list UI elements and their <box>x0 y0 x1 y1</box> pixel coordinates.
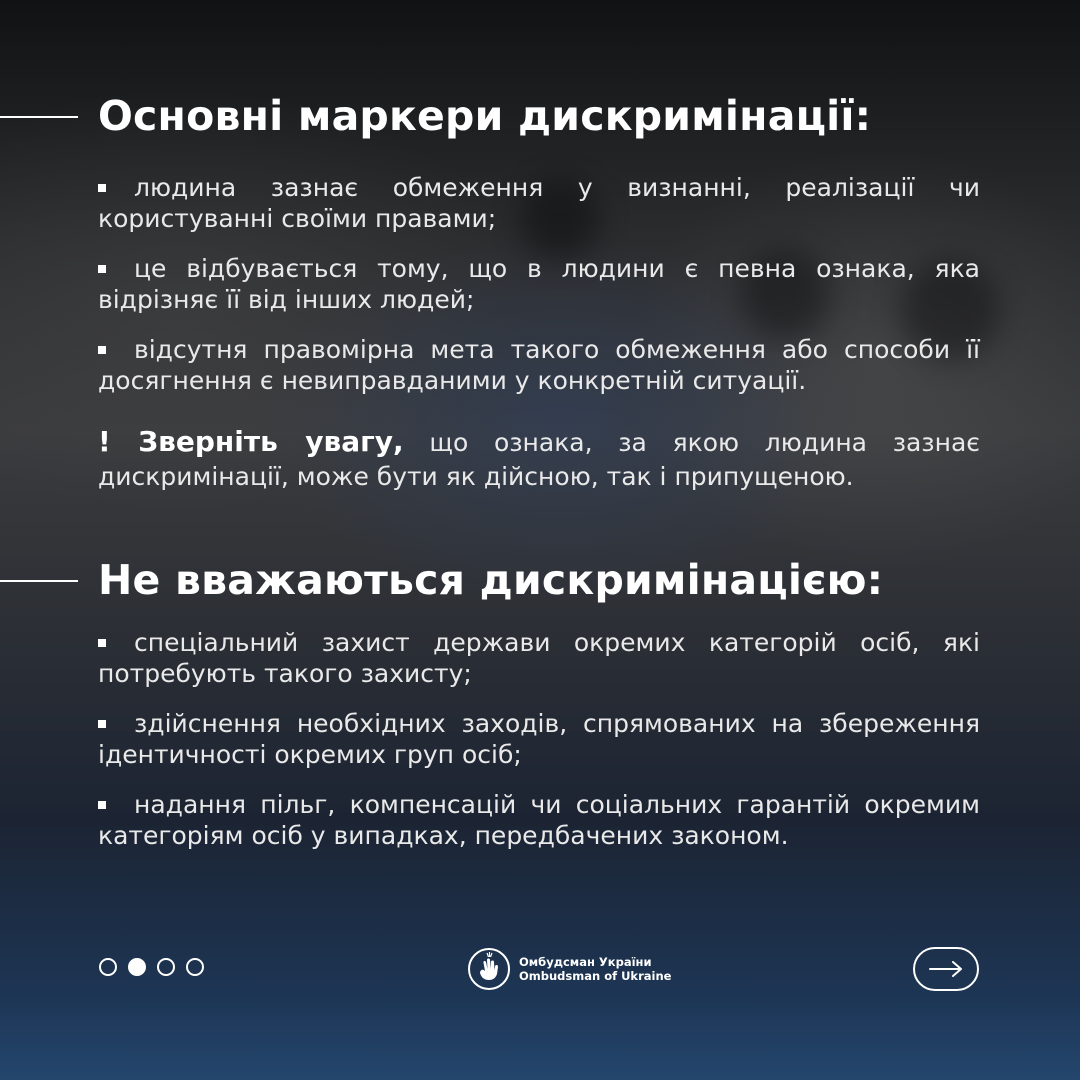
attention-note <box>98 425 980 494</box>
next-button[interactable] <box>913 947 979 991</box>
attention-note-text: що ознака, за якою людина зазнає дискримінації, може бути як дійсною, так і припущеною. <box>98 428 980 491</box>
pagination-dots <box>99 958 204 976</box>
list-item: спеціальний захист держави окремих категорій осіб, які потребують такого захисту; <box>98 628 980 688</box>
markers-list <box>98 172 980 415</box>
ombudsman-hand-icon <box>467 947 511 991</box>
attention-note-emphasis: ! Зверніть увагу, <box>98 425 404 458</box>
list-item: відсутня правомірна мета такого обмеження або способи її досягнення є невиправданими у конкретній ситуації. <box>98 335 980 395</box>
ombudsman-logo <box>467 947 671 991</box>
list-item: людина зазнає обмеження у визнанні, реалізації чи користуванні своїми правами; <box>98 173 980 233</box>
page-dot-2-active[interactable] <box>128 958 146 976</box>
page-dot-1[interactable] <box>99 958 117 976</box>
title-divider-line <box>0 116 78 118</box>
title-divider-line <box>0 580 78 582</box>
list-item: це відбувається тому, що в людини є певна ознака, яка відрізняє її від інших людей; <box>98 254 980 314</box>
logo-line-english: Ombudsman of Ukraine <box>519 969 672 983</box>
section1-title: Основні маркери дискримінації: <box>98 92 872 140</box>
logo-text <box>519 955 671 983</box>
logo-line-ukrainian: Омбудсман України <box>519 955 652 969</box>
list-item: надання пільг, компенсацій чи соціальних гарантій окремим категоріям осіб у випадках, передбачених законом. <box>98 790 980 850</box>
page-dot-3[interactable] <box>157 958 175 976</box>
section2-title: Не вважаються дискримінацією: <box>98 556 884 604</box>
page-dot-4[interactable] <box>186 958 204 976</box>
exceptions-list <box>98 627 980 870</box>
arrow-right-icon <box>929 961 963 977</box>
list-item: здійснення необхідних заходів, спрямованих на збереження ідентичності окремих груп осіб; <box>98 709 980 769</box>
